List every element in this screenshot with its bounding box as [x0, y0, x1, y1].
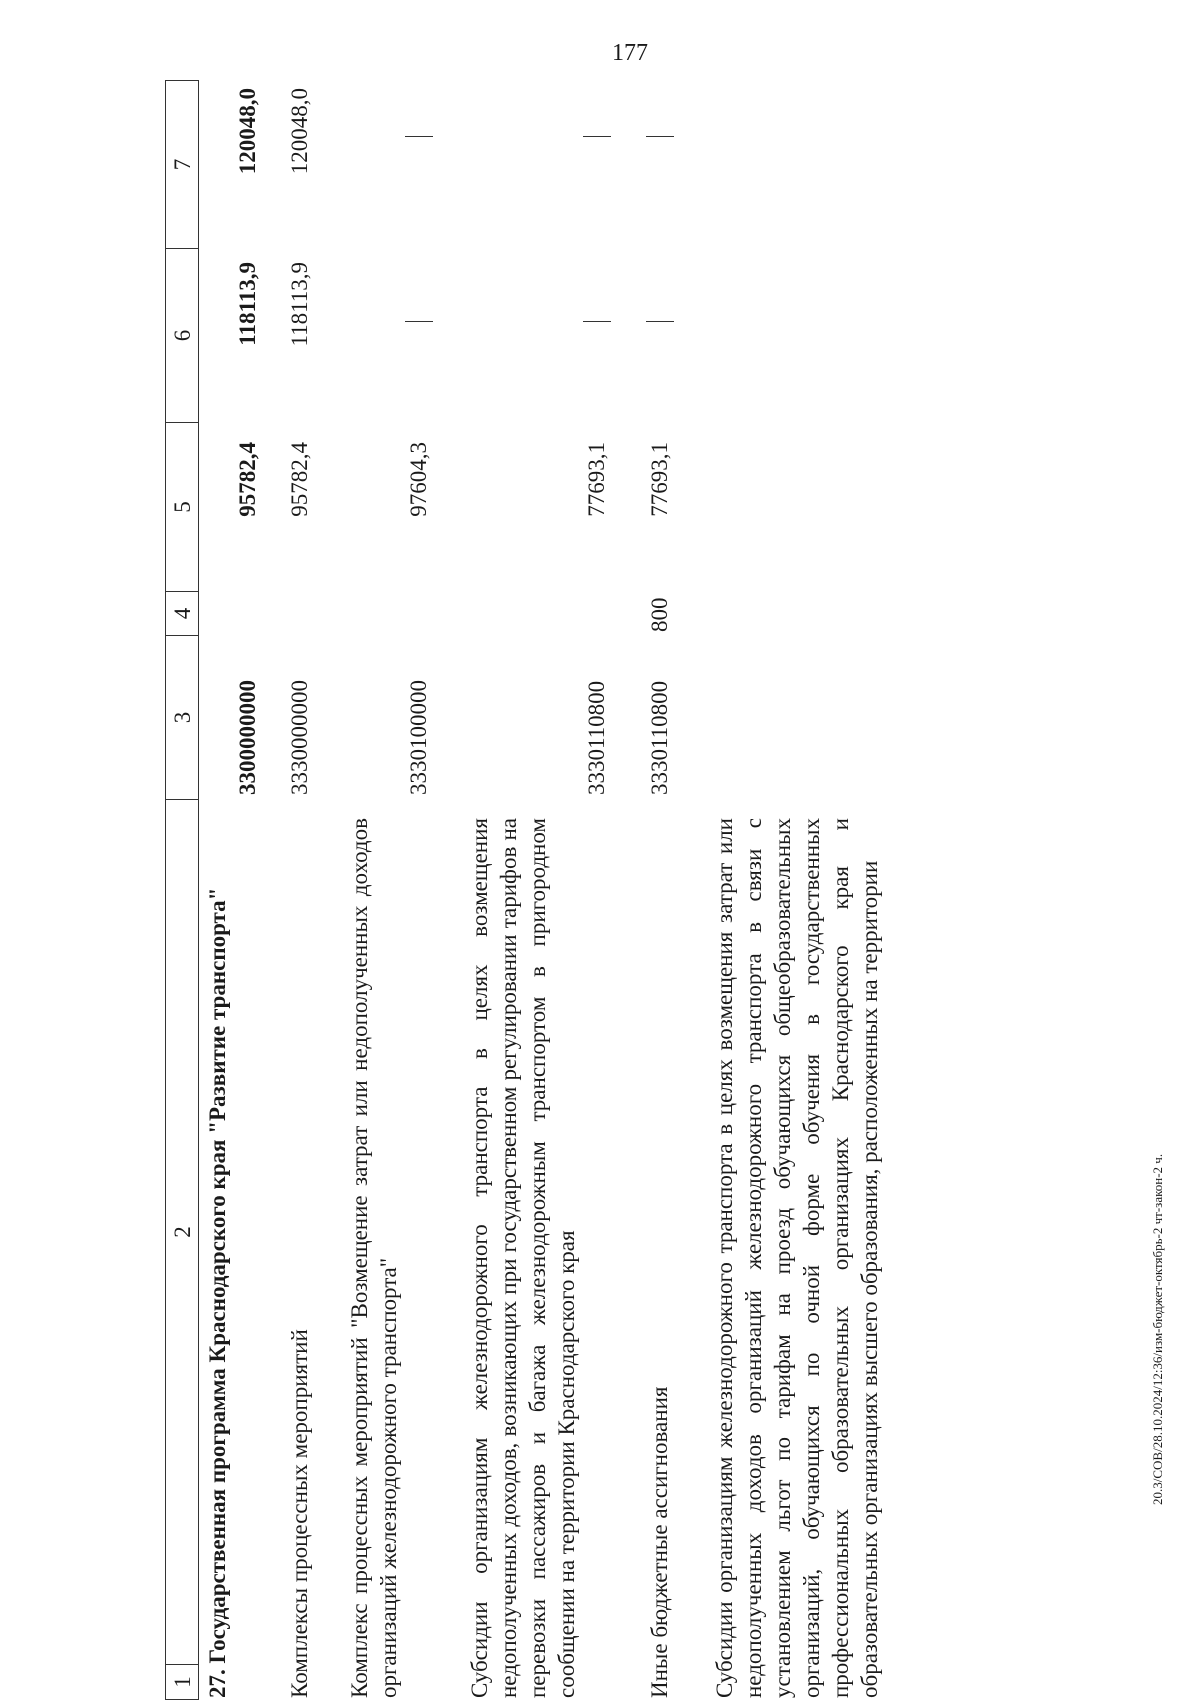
row-1-value-6: 118113,9 [235, 262, 260, 346]
col-header-3: 3 [165, 635, 199, 800]
col-header-4: 4 [165, 591, 199, 636]
col-header-6: 6 [165, 248, 199, 423]
row-5-code: 3330110800 [647, 680, 672, 795]
col-header-7: 7 [165, 80, 199, 249]
row-3-dash-7 [405, 136, 433, 137]
row-2-text: Комплексы процессных мероприятий [287, 1329, 312, 1698]
col-header-2: 2 [165, 799, 199, 1665]
row-4-text: Субсидии организациям железнодорожного транспорта в целях возмещения недополученных доходов, возникающих при государственном регулировании тарифов на перевозки пассажиров и багажа железнодорожным транспортом в пригородном сообщении на территории Краснодарского края [467, 818, 579, 1698]
row-5-type: 800 [647, 597, 672, 632]
row-3-code: 3330100000 [406, 680, 431, 795]
page-number: 177 [612, 40, 648, 66]
row-1-text: 27. Государственная программа Краснодарского края "Развитие транспорта" [205, 887, 230, 1698]
row-5-dash-7 [646, 136, 674, 137]
row-4-code: 3330110800 [584, 680, 609, 795]
row-3-text: Комплекс процессных мероприятий "Возмещение затрат или недополученных доходов организаций железнодорожного транспорта" [347, 818, 401, 1698]
row-2-value-6: 118113,9 [287, 262, 312, 347]
row-1-code: 3300000000 [235, 680, 260, 795]
row-3-value-5: 97604,3 [406, 442, 431, 517]
row-3-dash-6 [405, 321, 433, 322]
row-4-value-5: 77693,1 [584, 442, 609, 517]
row-1-value-5: 95782,4 [235, 442, 260, 517]
row-5-value-5: 77693,1 [647, 442, 672, 517]
row-5-text: Иные бюджетные ассигнования [647, 1386, 672, 1698]
footer-note: 20.3/СОВ/28.10.2024/12:36/изм-бюджет-октябрь-2 чт-закон-2 ч. [1150, 1153, 1165, 1505]
row-4-dash-6 [583, 321, 611, 322]
row-2-value-5: 95782,4 [287, 442, 312, 517]
row-2-value-7: 120048,0 [287, 88, 312, 175]
row-4-dash-7 [583, 136, 611, 137]
row-1-value-7: 120048,0 [235, 88, 260, 175]
budget-table [165, 80, 1175, 1700]
col-header-1: 1 [165, 1664, 199, 1700]
row-2-code: 3330000000 [287, 680, 312, 795]
row-6-text: Субсидии организациям железнодорожного транспорта в целях возмещения затрат или недополученных доходов организаций железнодорожного транспорта в связи с установлением льгот по тарифам на проезд обучающихся общеобразовательных организаций, обучающихся по очной форме обучения в государственных профессиональных образовательных организациях Краснодарского края и образовательных организациях высшего образования, расположенных на территории [712, 818, 882, 1698]
col-header-5: 5 [165, 422, 199, 592]
row-5-dash-6 [646, 321, 674, 322]
